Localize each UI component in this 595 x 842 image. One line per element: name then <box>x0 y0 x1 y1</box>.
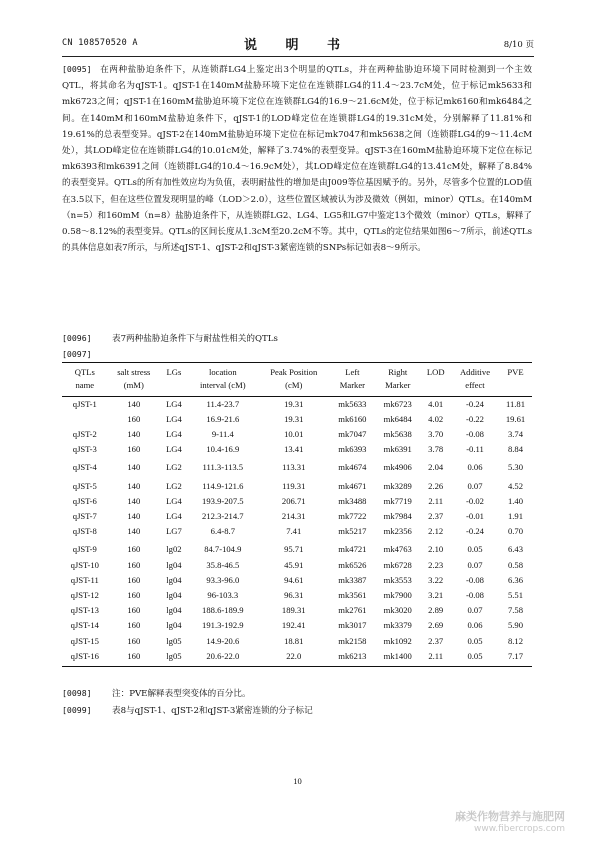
peak-position-cell: 7.41 <box>286 526 302 537</box>
left-marker-cell: mk6160 <box>338 413 367 424</box>
additive-effect-cell: 0.05 <box>467 544 483 555</box>
peak-position-cell: 192.41 <box>281 620 306 631</box>
header-line: LOD <box>426 367 445 377</box>
salt-stress-cell: 160 <box>127 544 141 555</box>
table-row <box>62 540 532 558</box>
lod-cell: 2.37 <box>428 511 444 522</box>
linkage-group-cell: lg04 <box>166 574 182 585</box>
header-line: (cM) <box>285 380 303 391</box>
linkage-group-cell: lg04 <box>166 620 182 631</box>
qtl-name-cell: qJST-1 <box>72 398 97 409</box>
peak-position-cell: 119.31 <box>282 480 306 491</box>
location-interval-cell: 35.8-46.5 <box>206 559 240 570</box>
qtl-name-cell: qJST-5 <box>72 480 97 491</box>
linkage-group-cell: lg02 <box>166 544 182 555</box>
right-marker-cell: mk6391 <box>383 444 412 455</box>
additive-effect-cell: 0.07 <box>467 480 483 491</box>
peak-position-cell: 18.81 <box>284 635 304 646</box>
paragraph-tag: [0098] <box>62 688 92 698</box>
table-row <box>62 476 532 494</box>
table-row <box>62 458 532 476</box>
additive-effect-cell: 0.07 <box>467 605 483 616</box>
watermark <box>455 810 565 836</box>
qtl-name-cell: qJST-11 <box>70 574 99 585</box>
linkage-group-cell: LG4 <box>166 413 182 424</box>
header-pve <box>499 363 532 397</box>
lod-cell: 3.70 <box>428 429 444 440</box>
pve-cell: 3.74 <box>507 429 524 440</box>
left-marker-cell: mk3488 <box>338 495 367 506</box>
paragraph-text: 在两种盐胁迫条件下，从连锁群LG4上鉴定出3个明显的QTLs，并在两种盐胁迫环境下同时检测到一个主效QTL，将其命名为qJST-1。qJST-1在140mM盐胁环境下定位在连锁群LG4的11.4～23.7cM处，位于标记mk5633和mk6723之间；qJST-1在160mM盐胁迫环境下定位在连锁群LG4的16.9～21.6cM处，位于标记mk6160和mk6484之间。在140mM和160mM盐胁迫条件下，qJST-1的LOD峰定位在连锁群LG4的19.31cM处，分别解释了11.81%和19.61%的总表型变异。qJST-2在140mM盐胁迫环境下定位在标记mk7047和mk5638之间（连锁群LG4的9～11.4cM处），其LOD峰定位在连锁群LG4的10.01cM处，解释了3.74%的表型变异。qJST-3在160mM盐胁迫环境下定位在标记mk6393和mk6391之间（连锁群LG4的10.4～16.9cM处），其LOD峰定位在连锁群LG4的13.41cM处，解释了8.84%的表型变异。QTLs的所有加性效应均为负值，表明耐盐性的增加是由J009等位基因赋予的。另外，尽管多个位置的LOD值在3.5以下，但在这些位置发现明显的峰（LOD＞2.0），这些位置区域被认为涉及微效（例如，minor）QTLs。在140mM（n=5）和160mM（n=8）盐胁迫条件下，从连锁群LG2、LG4、LG5和LG7中鉴定13个微效（minor）QTLs，解释了0.58～8.12%的表型变异。QTLs的区间长度从1.3cM至20.2cM不等。其中，QTLs的定位结果如图6～7所示，前述QTLs的具体信息如表7所示，与所述qJST-1、qJST-2和qJST-3紧密连锁的SNPs标记如表8～9所示。 <box>62 65 532 254</box>
header-line: Peak Position <box>270 367 318 377</box>
qtl-name-cell: qJST-12 <box>70 589 99 600</box>
peak-position-cell: 113.31 <box>282 462 306 473</box>
header-salt-stress <box>108 363 160 397</box>
lod-cell: 2.23 <box>428 559 444 570</box>
right-marker-cell: mk3553 <box>383 574 412 585</box>
header-additive-effect <box>451 363 499 397</box>
lod-cell: 2.04 <box>428 462 444 473</box>
lod-cell: 2.69 <box>428 620 444 631</box>
right-marker-cell: mk6723 <box>383 398 412 409</box>
left-marker-cell: mk2761 <box>338 605 367 616</box>
header-line: Additive <box>459 367 491 377</box>
location-interval-cell: 114.9-121.6 <box>202 480 244 491</box>
peak-position-cell: 94.61 <box>284 574 304 585</box>
paragraph-0098 <box>62 685 532 702</box>
header-lgs <box>160 363 188 397</box>
pve-cell: 1.91 <box>507 511 524 522</box>
header-line: Marker <box>385 380 411 391</box>
location-interval-cell: 96-103.3 <box>207 589 239 600</box>
qtl-name-cell: qJST-8 <box>72 526 97 537</box>
table-row <box>62 524 532 539</box>
salt-stress-cell: 160 <box>127 413 141 424</box>
header-line: PVE <box>507 367 524 377</box>
salt-stress-cell: 160 <box>127 605 141 616</box>
location-interval-cell: 188.6-189.9 <box>202 605 244 616</box>
linkage-group-cell: lg04 <box>166 589 182 600</box>
left-marker-cell: mk7047 <box>338 429 367 440</box>
additive-effect-cell: -0.22 <box>466 413 484 424</box>
location-interval-cell: 16.9-21.6 <box>206 413 240 424</box>
lod-cell: 3.22 <box>428 574 444 585</box>
table-row <box>62 509 532 524</box>
location-interval-cell: 111.3-113.5 <box>202 462 244 473</box>
salt-stress-cell: 140 <box>127 462 141 473</box>
lod-cell: 2.37 <box>428 635 444 646</box>
peak-position-cell: 45.91 <box>284 559 304 570</box>
right-marker-cell: mk6728 <box>383 559 412 570</box>
qtl-name-cell: qJST-6 <box>72 495 97 506</box>
location-interval-cell: 20.6-22.0 <box>188 649 258 667</box>
location-interval-cell: 212.3-214.7 <box>202 511 244 522</box>
right-marker-cell: mk3020 <box>383 605 412 616</box>
table-row <box>62 603 532 618</box>
peak-position-cell: 95.71 <box>284 544 304 555</box>
salt-stress-cell: 140 <box>127 526 141 537</box>
additive-effect-cell: -0.24 <box>466 526 484 537</box>
pve-cell: 7.58 <box>507 605 524 616</box>
pve-cell: 8.12 <box>507 635 524 646</box>
qtl-name-cell: qJST-4 <box>72 462 97 473</box>
qtl-name-cell: qJST-15 <box>70 635 99 646</box>
additive-effect-cell: 0.07 <box>467 559 483 570</box>
pve-cell: 1.40 <box>507 495 524 506</box>
paragraph-tag: [0099] <box>62 705 92 715</box>
location-interval-cell: 11.4-23.7 <box>206 398 240 409</box>
table-row <box>62 558 532 573</box>
linkage-group-cell: lg04 <box>166 559 182 570</box>
pve-cell: 7.17 <box>499 649 532 667</box>
paragraph-0099 <box>62 702 532 719</box>
additive-effect-cell: 0.05 <box>451 649 499 667</box>
left-marker-cell: mk7722 <box>338 511 367 522</box>
additive-effect-cell: 0.06 <box>467 462 483 473</box>
right-marker-cell: mk7719 <box>383 495 412 506</box>
peak-position-cell: 214.31 <box>281 511 306 522</box>
header-right-marker <box>375 363 420 397</box>
lod-cell: 2.11 <box>420 649 451 667</box>
paragraph-0097 <box>62 346 532 363</box>
linkage-group-cell: LG7 <box>166 526 182 537</box>
left-marker-cell: mk6526 <box>338 559 367 570</box>
header-line: location <box>208 367 237 377</box>
right-marker-cell: mk1092 <box>383 635 412 646</box>
table-row <box>62 442 532 457</box>
header-line: Left <box>345 367 360 377</box>
pve-cell: 5.90 <box>507 620 524 631</box>
document-title: 说 明 书 <box>243 38 353 53</box>
salt-stress-cell: 140 <box>127 398 141 409</box>
left-marker-cell: mk4721 <box>338 544 367 555</box>
table-row <box>62 396 532 412</box>
right-marker-cell: mk1400 <box>375 649 420 667</box>
table-row <box>62 588 532 603</box>
header-left-marker <box>330 363 375 397</box>
left-marker-cell: mk3017 <box>338 620 367 631</box>
qtl-name-cell: qJST-2 <box>72 429 97 440</box>
peak-position-cell: 189.31 <box>281 605 306 616</box>
table-caption: 表7两种盐胁迫条件下与耐盐性相关的QTLs <box>112 334 278 344</box>
salt-stress-cell: 160 <box>127 635 141 646</box>
salt-stress-cell: 160 <box>127 620 141 631</box>
additive-effect-cell: -0.11 <box>466 444 484 455</box>
location-interval-cell: 14.9-20.6 <box>206 635 240 646</box>
linkage-group-cell: LG4 <box>166 444 182 455</box>
right-marker-cell: mk4906 <box>383 462 412 473</box>
header-line: LGs <box>166 367 182 377</box>
left-marker-cell: mk6393 <box>338 444 367 455</box>
right-marker-cell: mk7984 <box>383 511 412 522</box>
left-marker-cell: mk3387 <box>338 574 367 585</box>
lod-cell: 4.01 <box>428 398 444 409</box>
paragraph-0096 <box>62 330 532 347</box>
linkage-group-cell: LG2 <box>166 480 182 491</box>
page-indicator: 8/10 页 <box>503 40 534 50</box>
header-line: QTLs <box>74 367 95 377</box>
left-marker-cell: mk5633 <box>338 398 367 409</box>
location-interval-cell: 191.3-192.9 <box>202 620 244 631</box>
pve-cell: 8.84 <box>507 444 524 455</box>
qtl-name-cell: qJST-10 <box>70 559 99 570</box>
peak-position-cell: 19.31 <box>284 398 304 409</box>
additive-effect-cell: -0.08 <box>466 574 484 585</box>
right-marker-cell: mk3289 <box>383 480 412 491</box>
table-row <box>62 618 532 633</box>
table-row <box>62 494 532 509</box>
qtl-name-cell: qJST-16 <box>62 649 108 667</box>
pve-cell: 6.43 <box>507 544 524 555</box>
qtl-name-cell <box>62 412 108 427</box>
additive-effect-cell: 0.05 <box>467 635 483 646</box>
linkage-group-cell: LG2 <box>166 462 182 473</box>
location-interval-cell: 93.3-96.0 <box>206 574 240 585</box>
header-line: effect <box>465 380 485 391</box>
qtl-name-cell: qJST-13 <box>70 605 99 616</box>
table-row <box>62 649 532 667</box>
linkage-group-cell: lg04 <box>166 605 182 616</box>
salt-stress-cell: 160 <box>127 444 141 455</box>
additive-effect-cell: -0.24 <box>466 398 484 409</box>
additive-effect-cell: -0.08 <box>466 429 484 440</box>
linkage-group-cell: LG4 <box>166 495 182 506</box>
table-row <box>62 573 532 588</box>
pve-cell: 0.58 <box>507 559 524 570</box>
pve-cell: 4.52 <box>507 480 524 491</box>
header-location <box>188 363 258 397</box>
header-line: Marker <box>339 380 366 391</box>
lod-cell: 3.21 <box>428 589 444 600</box>
peak-position-cell: 22.0 <box>258 649 330 667</box>
salt-stress-cell: 140 <box>127 511 141 522</box>
header-line: (mM) <box>123 380 144 391</box>
lod-cell: 2.12 <box>428 526 444 537</box>
qtl-name-cell: qJST-14 <box>70 620 99 631</box>
header-lod <box>420 363 451 397</box>
linkage-group-cell: LG4 <box>166 429 182 440</box>
header-peak-position <box>258 363 330 397</box>
peak-position-cell: 96.31 <box>284 589 304 600</box>
pve-cell: 11.81 <box>505 398 526 409</box>
additive-effect-cell: -0.02 <box>466 495 484 506</box>
header-line: salt stress <box>117 367 151 377</box>
pve-cell: 19.61 <box>505 413 526 424</box>
linkage-group-cell: LG4 <box>166 511 182 522</box>
peak-position-cell: 19.31 <box>284 413 304 424</box>
location-interval-cell: 10.4-16.9 <box>206 444 240 455</box>
right-marker-cell: mk4763 <box>383 544 412 555</box>
pve-cell: 0.70 <box>507 526 524 537</box>
left-marker-cell: mk4671 <box>338 480 367 491</box>
lod-cell: 3.78 <box>428 444 444 455</box>
qtl-name-cell: qJST-9 <box>72 544 97 555</box>
right-marker-cell: mk7900 <box>383 589 412 600</box>
location-interval-cell: 193.9-207.5 <box>202 495 244 506</box>
peak-position-cell: 206.71 <box>281 495 306 506</box>
right-marker-cell: mk5638 <box>383 429 412 440</box>
additive-effect-cell: 0.06 <box>467 620 483 631</box>
paragraph-tag: [0095] <box>62 64 92 74</box>
lod-cell: 4.02 <box>428 413 444 424</box>
lod-cell: 2.10 <box>428 544 444 555</box>
patent-number: CN 108570520 A <box>62 38 138 48</box>
pve-cell: 5.51 <box>507 589 524 600</box>
lod-cell: 2.11 <box>428 495 444 506</box>
left-marker-cell: mk3561 <box>338 589 367 600</box>
left-marker-cell: mk2158 <box>338 635 367 646</box>
watermark-site-name: 麻类作物营养与施肥网 <box>455 810 565 823</box>
header-qtls <box>62 363 108 397</box>
paragraph-tag: [0096] <box>62 333 92 343</box>
table-body <box>62 396 532 666</box>
peak-position-cell: 10.01 <box>284 429 304 440</box>
salt-stress-cell: 160 <box>108 649 160 667</box>
additive-effect-cell: -0.08 <box>466 589 484 600</box>
right-marker-cell: mk2356 <box>383 526 412 537</box>
salt-stress-cell: 140 <box>127 495 141 506</box>
paragraph-0095 <box>62 61 532 256</box>
salt-stress-cell: 160 <box>127 589 141 600</box>
pve-cell: 5.30 <box>507 462 524 473</box>
lod-cell: 2.89 <box>428 605 444 616</box>
salt-stress-cell: 140 <box>127 429 141 440</box>
table-header <box>62 363 532 397</box>
pve-cell: 6.36 <box>507 574 524 585</box>
linkage-group-cell: lg05 <box>160 649 188 667</box>
left-marker-cell: mk5217 <box>338 526 367 537</box>
location-interval-cell: 6.4-8.7 <box>210 526 235 537</box>
page-header <box>62 36 534 54</box>
table-note: 注：PVE解释表型突变体的百分比。 <box>112 689 251 699</box>
header-divider <box>62 56 534 57</box>
header-line: name <box>75 380 95 391</box>
location-interval-cell: 84.7-104.9 <box>204 544 242 555</box>
table-caption: 表8与qJST-1、qJST-2和qJST-3紧密连锁的分子标记 <box>112 706 313 716</box>
paragraph-tag: [0097] <box>62 349 92 359</box>
location-interval-cell: 9-11.4 <box>211 429 234 440</box>
table-row <box>62 412 532 427</box>
right-marker-cell: mk6484 <box>383 413 412 424</box>
left-marker-cell: mk6213 <box>330 649 375 667</box>
header-line: interval (cM) <box>200 380 246 391</box>
table-row <box>62 427 532 442</box>
qtl-name-cell: qJST-3 <box>72 444 97 455</box>
salt-stress-cell: 160 <box>127 559 141 570</box>
left-marker-cell: mk4674 <box>338 462 367 473</box>
additive-effect-cell: -0.01 <box>466 511 484 522</box>
peak-position-cell: 13.41 <box>284 444 304 455</box>
qtl-table <box>62 362 532 667</box>
linkage-group-cell: lg05 <box>166 635 182 646</box>
salt-stress-cell: 160 <box>127 574 141 585</box>
page-number: 10 <box>293 776 302 786</box>
linkage-group-cell: LG4 <box>166 398 182 409</box>
lod-cell: 2.26 <box>428 480 444 491</box>
watermark-url: www.fibercrops.com <box>474 824 565 834</box>
salt-stress-cell: 140 <box>127 480 141 491</box>
header-line: Right <box>388 367 408 377</box>
table-row <box>62 634 532 649</box>
right-marker-cell: mk3379 <box>383 620 412 631</box>
qtl-name-cell: qJST-7 <box>72 511 97 522</box>
